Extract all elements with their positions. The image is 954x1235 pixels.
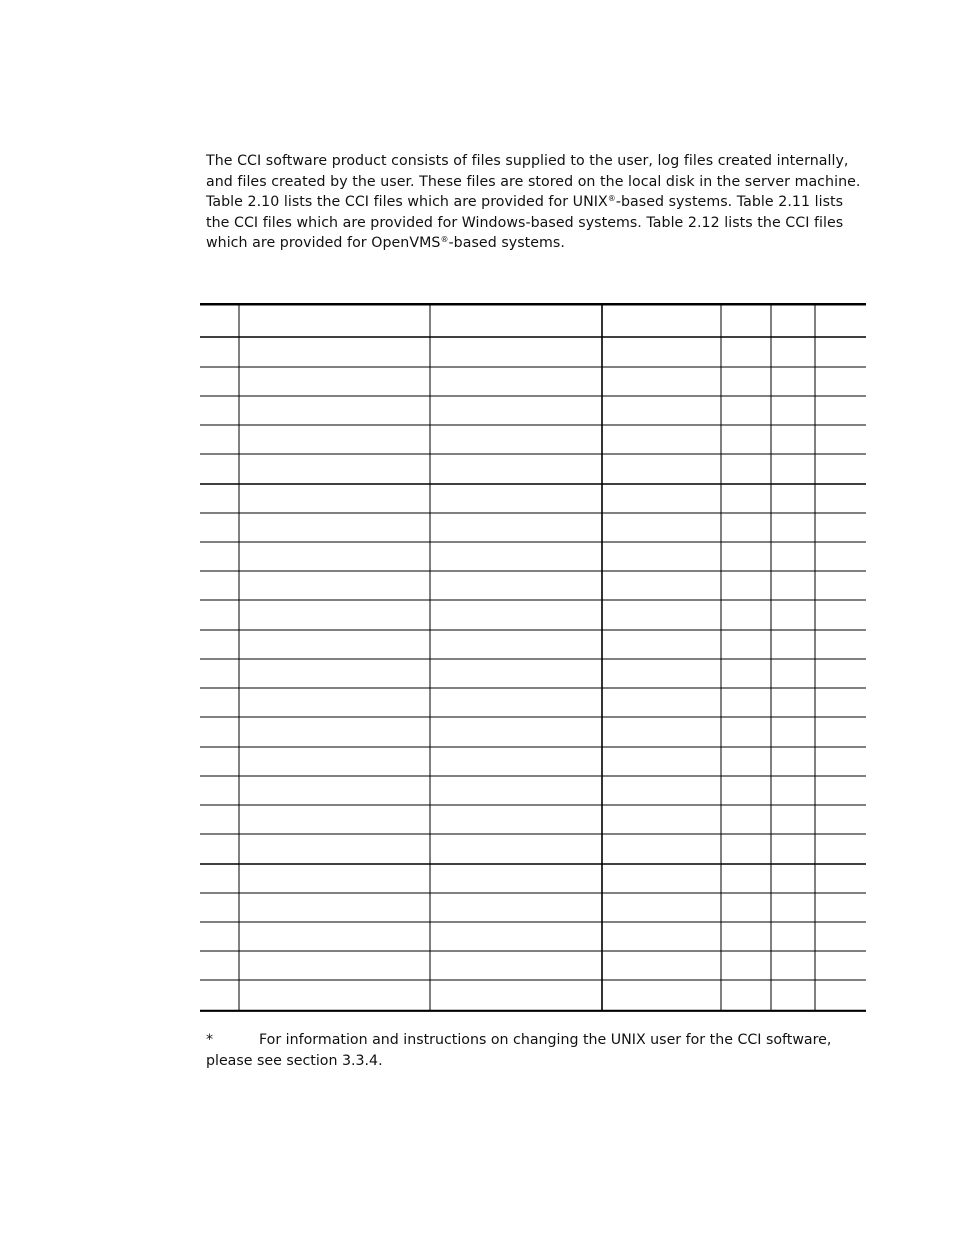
intro-paragraph: [206, 151, 866, 254]
registered-mark: ®: [440, 235, 449, 245]
intro-line-5: [206, 233, 866, 254]
footnote: [206, 1030, 866, 1071]
intro-line-5-text-b: -based systems.: [448, 235, 565, 252]
registered-mark: ®: [607, 194, 616, 204]
footnote-line-2: please see section 3.3.4.: [206, 1052, 383, 1069]
intro-line-2: and files created by the user. These files are stored on the local disk in the server machine.: [206, 173, 861, 190]
intro-line-3-text-b: -based systems. Table 2.11 lists: [615, 194, 844, 211]
intro-line-3: [206, 192, 866, 213]
intro-line-4: the CCI files which are provided for Windows-based systems. Table 2.12 lists the CCI files: [206, 214, 844, 231]
footnote-text: For information and instructions on changing the UNIX user for the CCI software,: [259, 1032, 832, 1048]
footnote-line-1: [206, 1030, 866, 1051]
intro-line-3-text-a: Table 2.10 lists the CCI files which are provided for UNIX: [206, 194, 608, 211]
empty-file-table: [200, 303, 866, 1012]
footnote-marker: *: [206, 1032, 214, 1048]
intro-line-1: The CCI software product consists of files supplied to the user, log files created internally,: [206, 153, 849, 169]
intro-line-5-text-a: which are provided for OpenVMS: [206, 235, 441, 252]
table-grid: [200, 303, 866, 1012]
